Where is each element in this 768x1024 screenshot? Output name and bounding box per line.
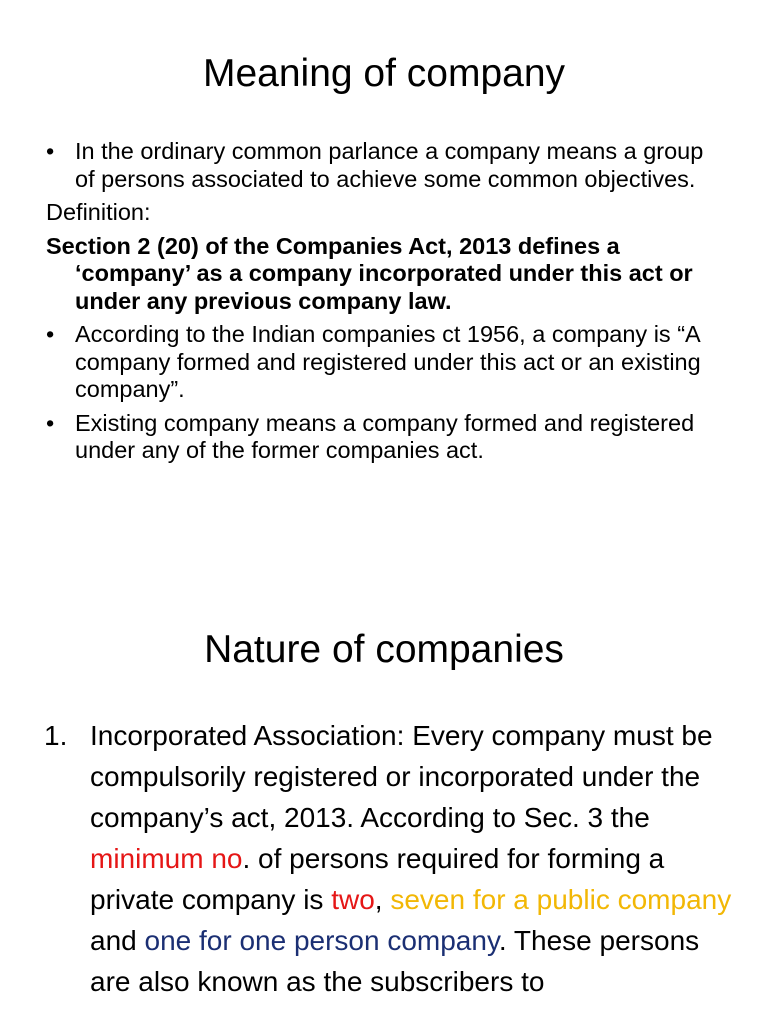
section-definition: Section 2 (20) of the Companies Act, 2013 defines a ‘company’ as a company incorporated under this act or under any previous company law. bbox=[46, 232, 693, 314]
slide-body bbox=[46, 138, 726, 471]
bullet-icon: • bbox=[46, 409, 55, 436]
item-text: Incorporated Association: Every company must be compulsorily registered or incorporated under the company’s act, 2013. According to Sec. 3 the bbox=[90, 720, 713, 833]
bullet-text: According to the Indian companies ct 1956, a company is “A company formed and registered under this act or an existing company”. bbox=[75, 321, 701, 402]
slide-title: Nature of companies bbox=[204, 628, 564, 671]
item-text: . These persons are also known as the subscribers to bbox=[90, 925, 700, 997]
bullet-icon: • bbox=[46, 321, 55, 347]
highlight-seven-public: seven for a public company bbox=[390, 884, 732, 915]
item-number: 1. bbox=[44, 720, 68, 751]
bullet-icon: • bbox=[46, 138, 55, 164]
bullet-item bbox=[46, 138, 726, 193]
highlight-minimum-no: minimum no bbox=[90, 843, 243, 874]
definition-label: Definition: bbox=[46, 199, 151, 225]
highlight-two: two bbox=[331, 884, 375, 915]
item-text: . of persons required for forming a private company is bbox=[90, 843, 665, 915]
slide-title: Meaning of company bbox=[202, 52, 566, 95]
item-text: , bbox=[374, 884, 391, 915]
item-text: and bbox=[90, 925, 145, 956]
bullet-text: Existing company means a company formed and registered under any of the former companies act. bbox=[75, 409, 695, 463]
numbered-item bbox=[44, 715, 744, 1002]
bullet-item bbox=[46, 321, 726, 404]
slide-nature-of-companies bbox=[0, 560, 768, 1024]
bullet-item bbox=[46, 410, 726, 465]
slide-body bbox=[44, 715, 744, 1002]
highlight-one-person: one for one person company bbox=[144, 925, 499, 956]
bullet-text: In the ordinary common parlance a company means a group of persons associated to achieve some common objectives. bbox=[75, 138, 704, 192]
